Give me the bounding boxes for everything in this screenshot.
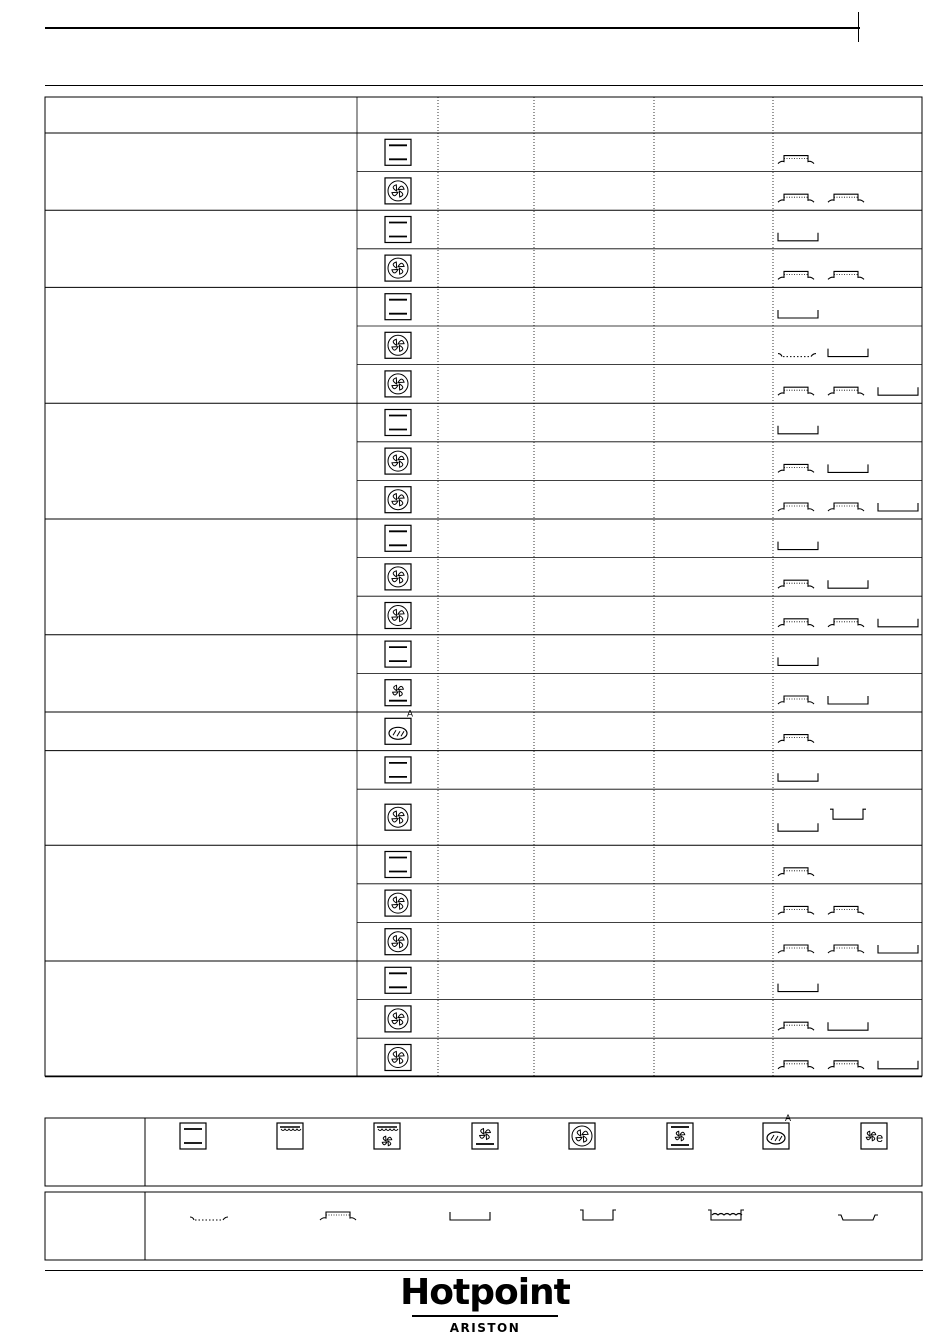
footer-rule	[45, 1270, 923, 1271]
eco-fan-icon	[861, 1123, 887, 1149]
dripping-pan-water-legend-icon	[708, 1210, 744, 1220]
brand-underline	[412, 1315, 558, 1317]
static-icon	[180, 1123, 206, 1149]
turbo-grill-icon	[374, 1123, 400, 1149]
fan-top-bottom-icon	[667, 1123, 693, 1149]
grill-icon	[277, 1123, 303, 1149]
bread-badge: A	[407, 708, 414, 719]
wire-shelf-legend-icon	[190, 1217, 228, 1220]
eco-letter: e	[876, 1130, 884, 1145]
brand-logo	[380, 1273, 590, 1335]
fan-bottom-icon	[472, 1123, 498, 1149]
bread-badge: A	[785, 1113, 792, 1123]
brand-subname: ARISTON	[449, 1321, 521, 1335]
bake-tray-legend-icon	[838, 1215, 878, 1220]
legend-accessories-box	[45, 1192, 922, 1260]
grill-rack-legend-icon	[320, 1212, 356, 1220]
baking-tray-legend-icon	[450, 1212, 490, 1220]
drip-tray-legend-icon	[580, 1210, 616, 1220]
brand-name: Hotpoint	[400, 1272, 570, 1313]
fan-icon	[569, 1123, 595, 1149]
